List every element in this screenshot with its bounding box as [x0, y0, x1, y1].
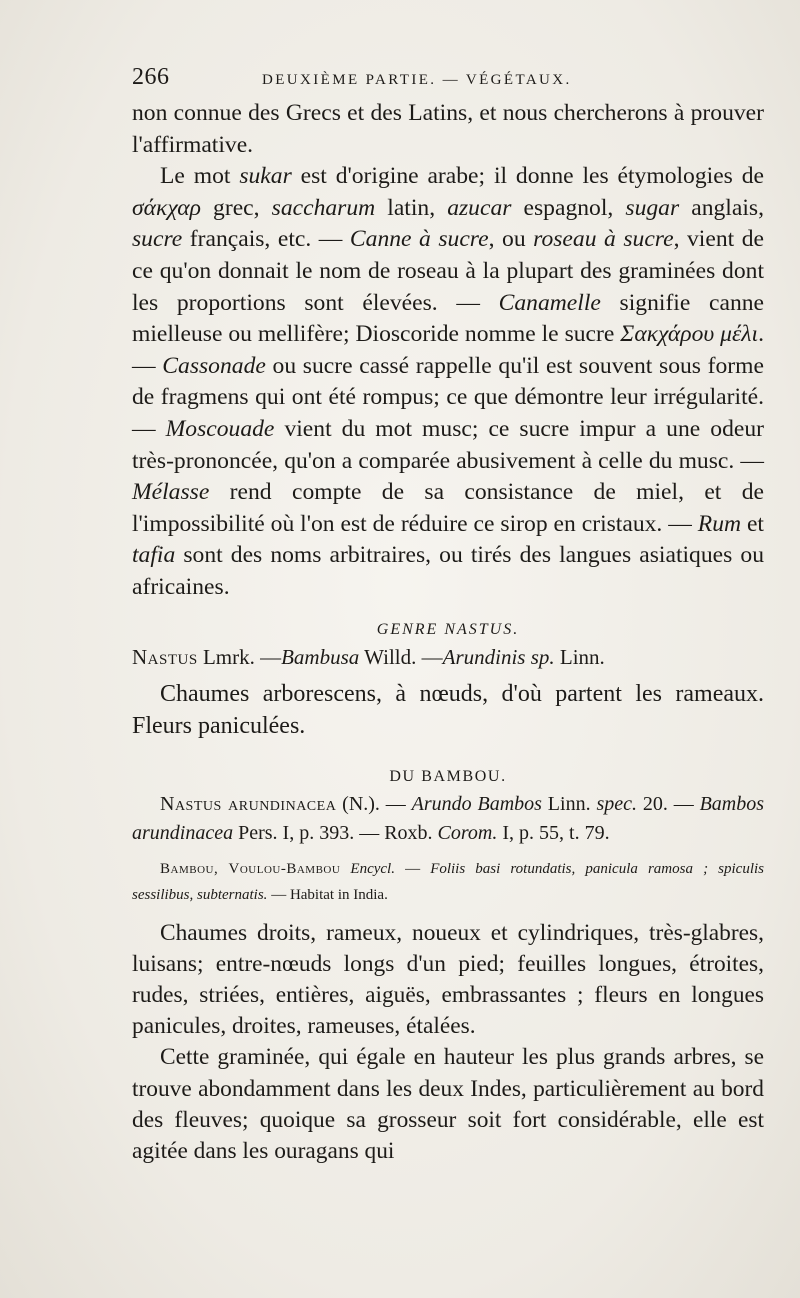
- body-top: [132, 98, 764, 604]
- species-latin-description: Bambou, Voulou-Bambou Encycl. — Foliis basi rotundatis, panicula ramosa ; spiculis sessilibus, subternatis. — Habitat in India.: [132, 860, 764, 903]
- running-title: DEUXIÈME PARTIE. — VÉGÉTAUX.: [262, 72, 572, 88]
- species-heading: DU BAMBOU.: [389, 767, 507, 785]
- genre-description: Chaumes arborescens, à nœuds, d'où partent les rameaux. Fleurs paniculées.: [132, 680, 764, 739]
- body-bottom: [132, 918, 764, 1168]
- page-text: [132, 64, 764, 1167]
- paragraph-description: Chaumes droits, rameux, noueux et cylindriques, très-glabres, luisans; entre-nœuds longs d'un pied; feuilles longues, étroites, rudes, striées, entières, aiguës, embrassantes ; fleurs en longues panicules, droites, rameuses, étalées.: [132, 919, 764, 1040]
- species-synonymy: Nastus arundinacea (N.). — Arundo Bambos Linn. spec. 20. — Bambos arundinacea Pers. I, p. 393. — Roxb. Corom. I, p. 55, t. 79.: [132, 792, 765, 844]
- paragraph-etymology: Le mot sukar est d'origine arabe; il donne les étymologies de σάκχαρ grec, saccharum latin, azucar espagnol, sugar anglais, sucre français, etc. — Canne à sucre, ou roseau à sucre, vient de ce qu'on donnait le nom de roseau à la plupart des graminées dont les proportions sont élevées. — Canamelle signifie canne mielleuse ou mellifère; Dioscoride nomme le sucre Σακχάρου μέλι. — Cassonade ou sucre cassé rappelle qu'il est souvent sous forme de fragmens qui ont été rompus; ce que démontre leur irrégularité. — Moscouade vient du mot musc; ce sucre impur a une odeur très-prononcée, qu'on a comparée abusivement à celle du musc. — Mélasse rend compte de sa consistance de miel, et de l'impossibilité où l'on est de réduire ce sirop en cristaux. — Rum et tafia sont des noms arbitraires, ou tirés des langues asiatiques ou africaines.: [132, 163, 765, 600]
- running-header: [132, 64, 764, 98]
- paragraph-habitat: Cette graminée, qui égale en hauteur les plus grands arbres, se trouve abondamment dans les deux Indes, particulièrement au bord des fleuves; quoique sa grosseur soit fort considérable, elle est agitée dans les ouragans qui: [132, 1044, 764, 1164]
- genre-heading: GENRE NASTUS.: [376, 620, 520, 638]
- genre-synonymy: Nastus Lmrk. —Bambusa Willd. —Arundinis sp. Linn.: [132, 644, 605, 669]
- paragraph-continuation: non connue des Grecs et des Latins, et nous chercherons à prouver l'affirmative.: [132, 100, 764, 158]
- page-number: 266: [132, 64, 170, 90]
